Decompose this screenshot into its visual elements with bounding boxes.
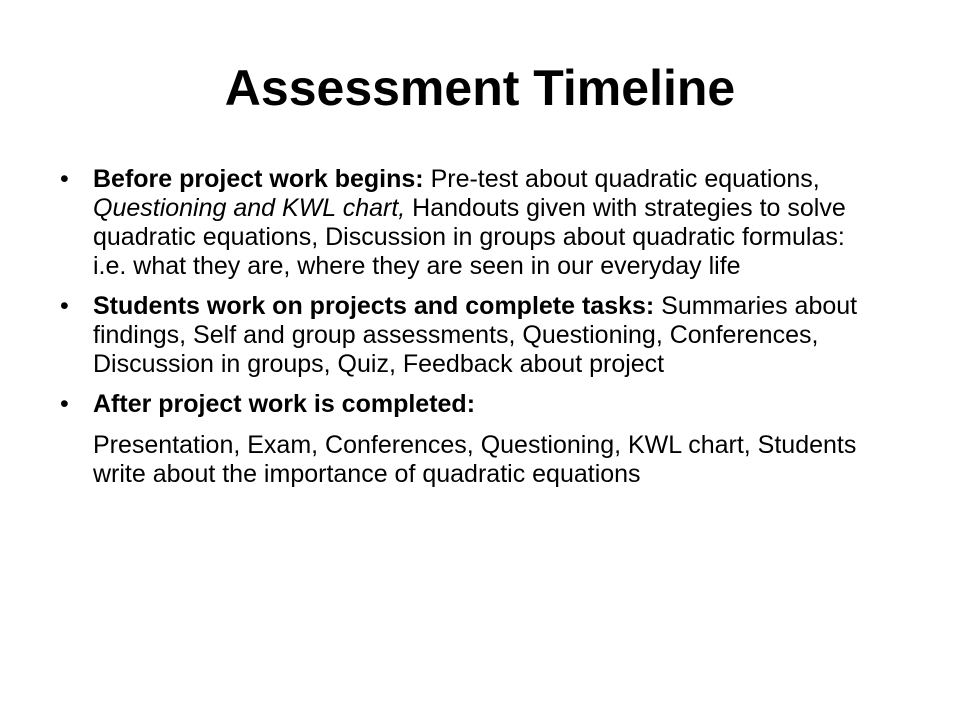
bullet-item-during [60,292,860,379]
bullet-icon: • [60,292,69,320]
bullet-icon: • [60,165,69,193]
bullet-lead-after: After project work is completed: [93,390,476,418]
bullet-item-before [60,165,860,281]
bullet-text-before-italic: Questioning and KWL chart, [93,194,406,222]
bullet-item-after [60,390,860,489]
bullet-lead-during: Students work on projects and complete tasks: [93,292,655,320]
bullet-text-during: Summaries about findings, Self and group assessments, Questioning, Conferences, Discussion in groups, Quiz, Feedback about project [93,292,858,378]
bullet-text-after: Presentation, Exam, Conferences, Questioning, KWL chart, Students write about the importance of quadratic equations [93,431,857,488]
bullet-icon: • [60,390,69,418]
bullet-list [60,165,860,500]
bullet-text-before-a: Pre-test about quadratic equations, [423,165,820,193]
slide-title: Assessment Timeline [224,60,736,116]
bullet-lead-before: Before project work begins: [93,165,424,193]
bullet-text-before-b: Handouts given with strategies to solve quadratic equations, Discussion in groups about quadratic formulas: i.e. what they are, where they are seen in our everyday life [93,194,846,280]
